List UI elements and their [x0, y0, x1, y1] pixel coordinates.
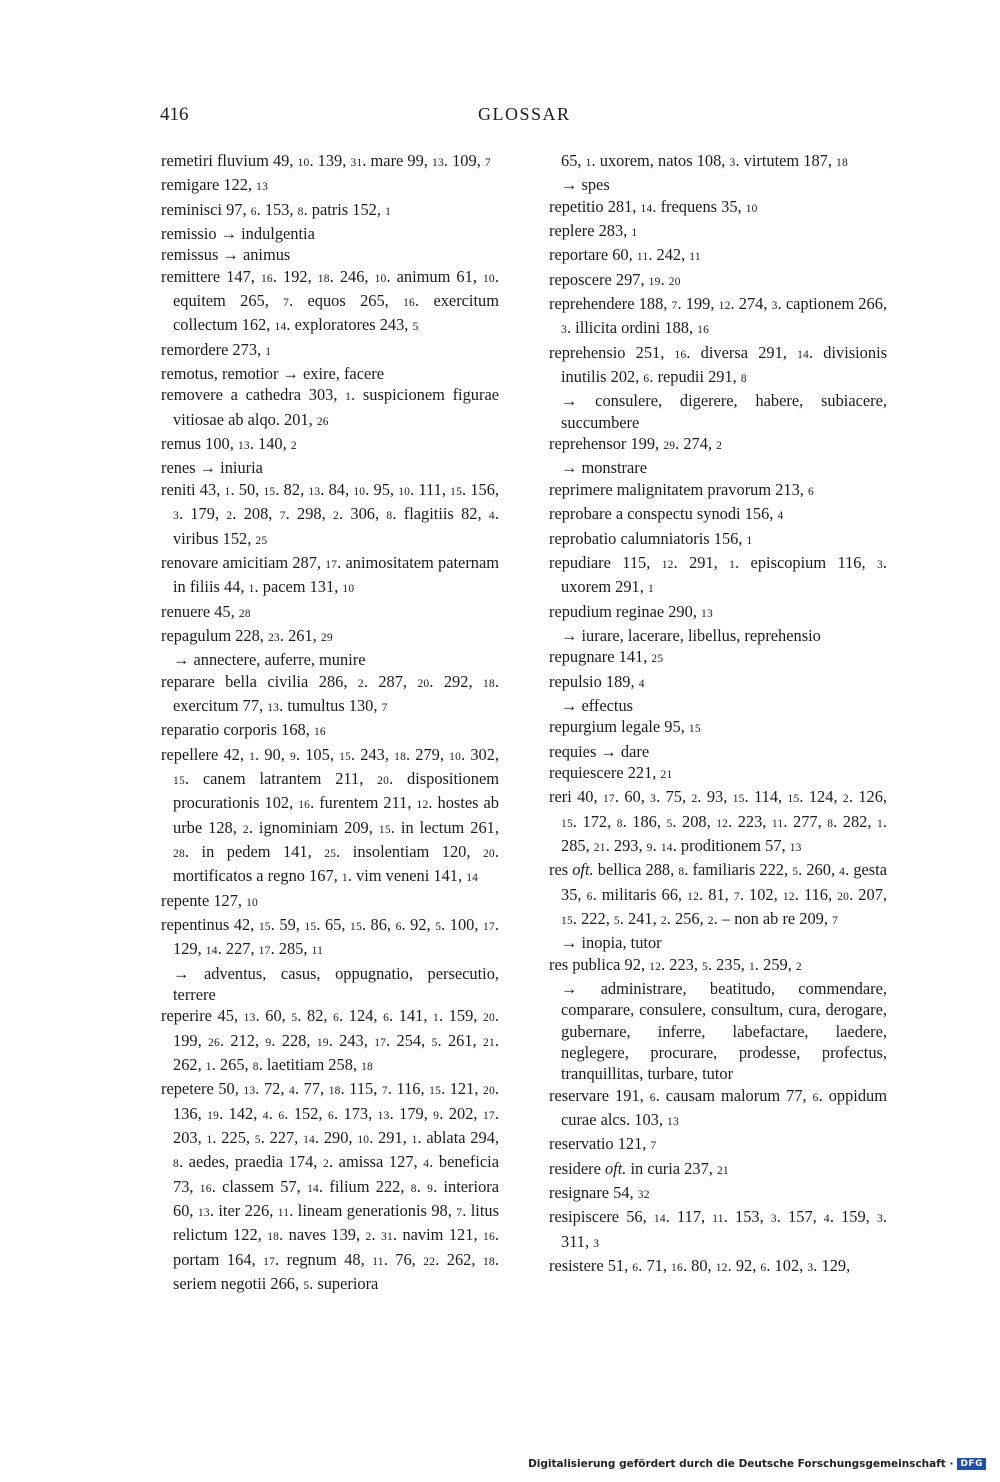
glossary-entry: repentinus 42, 15. 59, 15. 65, 15. 86, 6. 92, 5. 100, 17. 129, 14. 227, 17. 285, 11	[161, 915, 500, 959]
glossary-entry: resistere 51, 6. 71, 16. 80, 12. 92, 6. 102, 3. 129,	[549, 1256, 851, 1276]
glossary-entry: remissio → indulgentia	[161, 224, 315, 244]
dfg-logo: DFG	[957, 1458, 986, 1470]
glossary-entry: repudiare 115, 12. 291, 1. episcopium 116, 3. uxorem 291, 1	[549, 552, 887, 597]
glossary-entry: reperire 45, 13. 60, 5. 82, 6. 124, 6. 141, 1. 159, 20. 199, 26. 212, 9. 228, 19. 243, 17. 254, 5. 261, 21. 262, 1. 265, 8. laetitiam 258, 18	[161, 1006, 500, 1075]
credit-text: Digitalisierung gefördert durch die Deutsche Forschungsgemeinschaft ·	[528, 1458, 954, 1470]
glossary-entry: res oft. bellica 288, 8. familiaris 222, 5. 260, 4. gesta 35, 6. militaris 66, 12. 81, 7. 102, 12. 116, 20. 207, 15. 222, 5. 241, 2. 256, 2. – non ab re 209, 7	[549, 860, 887, 928]
glossary-entry: repugnare 141, 25	[549, 647, 664, 667]
glossary-entry: reservare 191, 6. causam malorum 77, 6. oppidum curae alcs. 103, 13	[549, 1085, 887, 1130]
glossary-entry: repurgium legale 95, 15	[549, 717, 701, 737]
glossary-entry: repellere 42, 1. 90, 9. 105, 15. 243, 18. 279, 10. 302, 15. canem latrantem 211, 20. dispositionem procurationis 102, 16. furentem 211, 12. hostes ab urbe 128, 2. ignominiam 209, 15. in lectum 261, 28. in pedem 141, 25. insolentiam 120, 20. mortificatos a regno 167, 1. vim veneni 141, 14	[161, 744, 500, 886]
glossary-entry-continued: 65, 1. uxorem, natos 108, 3. virtutem 187, 18	[561, 151, 848, 170]
glossary-entry: repetere 50, 13. 72, 4. 77, 18. 115, 7. 116, 15. 121, 20. 136, 19. 142, 4. 6. 152, 6. 173, 13. 179, 9. 202, 17. 203, 1. 225, 5. 227, 14. 290, 10. 291, 1. ablata 294, 8. aedes, praedia 174, 2. amissa 127, 4. beneficia 73, 16. classem 57, 14. filium 222, 8. 9. interiora 60, 13. iter 226, 11. lineam generationis 98, 7. litus relictum 122, 18. naves 139, 2. 31. navim 121, 16. portam 164, 17. regnum 48, 11. 76, 22. 262, 18. seriem negotii 266, 5. superiora	[161, 1079, 500, 1294]
glossary-entry: renuere 45, 28	[161, 601, 251, 621]
glossary-entry: remordere 273, 1	[161, 339, 272, 359]
glossary-entry: repudium reginae 290, 13	[549, 601, 713, 621]
glossary-entry: reniti 43, 1. 50, 15. 82, 13. 84, 10. 95, 10. 111, 15. 156, 3. 179, 2. 208, 7. 298, 2. 306, 8. flagitiis 82, 4. viribus 152, 25	[161, 479, 500, 548]
glossary-entry: repetitio 281, 14. frequens 35, 10	[549, 196, 758, 216]
glossary-entry: reposcere 297, 19. 20	[549, 269, 681, 289]
cross-reference: → annectere, auferre, munire	[173, 650, 366, 670]
cross-reference: → spes	[561, 175, 610, 195]
glossary-entry: replere 283, 1	[549, 221, 638, 241]
glossary-entry: remigare 122, 13	[161, 175, 269, 195]
glossary-entry: resignare 54, 32	[549, 1183, 650, 1203]
glossary-entry: reparare bella civilia 286, 2. 287, 20. 292, 18. exercitum 77, 13. tumultus 130, 7	[161, 671, 499, 715]
digitization-credit	[528, 1458, 986, 1470]
glossary-entry: renes → iniuria	[161, 458, 263, 478]
glossary-entry: remetiri fluvium 49, 10. 139, 31. mare 99, 13. 109, 7	[161, 151, 491, 170]
glossary-entry: reprehensor 199, 29. 274, 2	[549, 434, 723, 454]
glossary-entry: renovare amicitiam 287, 17. animositatem paternam in filiis 44, 1. pacem 131, 10	[161, 552, 500, 597]
cross-reference: → inopia, tutor	[561, 933, 662, 953]
glossary-entry: reri 40, 17. 60, 3. 75, 2. 93, 15. 114, 15. 124, 2. 126, 15. 172, 8. 186, 5. 208, 12. 223, 11. 277, 8. 282, 1. 285, 21. 293, 9. 14. proditionem 57, 13	[549, 787, 887, 855]
glossary-entry: resipiscere 56, 14. 117, 11. 153, 3. 157, 4. 159, 3. 311, 3	[549, 1207, 887, 1251]
glossary-entry: reportare 60, 11. 242, 11	[549, 245, 701, 265]
glossary-entry: remittere 147, 16. 192, 18. 246, 10. animum 61, 10. equitem 265, 7. equos 265, 16. exercitum collectum 162, 14. exploratores 243, 5	[161, 266, 499, 335]
glossary-entry: reservatio 121, 7	[549, 1134, 657, 1154]
cross-reference: → administrare, beatitudo, commendare, comparare, consulere, consultum, cura, derogare, gubernare, inferre, labefactare, laedere, neglegere, procurare, prodesse, profectus, tranquillitas, turbare, tutor	[561, 979, 887, 1084]
glossary-entry: requiescere 221, 21	[549, 762, 673, 782]
glossary-entry: reprobare a conspectu synodi 156, 4	[549, 504, 784, 524]
glossary-entry: reprimere malignitatem pravorum 213, 6	[549, 479, 814, 499]
glossary-entry: res publica 92, 12. 223, 5. 235, 1. 259, 2	[549, 954, 802, 974]
glossary-entry: residere oft. in curia 237, 21	[549, 1158, 729, 1178]
cross-reference: → adventus, casus, oppugnatio, persecutio, terrere	[173, 963, 499, 1005]
glossary-entry: remus 100, 13. 140, 2	[161, 434, 297, 454]
running-title: GLOSSAR	[478, 104, 571, 124]
glossary-entry: reprobatio calumniatoris 156, 1	[549, 528, 753, 548]
glossary-entry: reminisci 97, 6. 153, 8. patris 152, 1	[161, 199, 392, 219]
glossary-entry: requies → dare	[549, 741, 650, 761]
glossary-entry: reprehendere 188, 7. 199, 12. 274, 3. captionem 266, 3. illicita ordini 188, 16	[549, 294, 887, 338]
glossary-entry: reprehensio 251, 16. diversa 291, 14. divisionis inutilis 202, 6. repudii 291, 8	[549, 342, 887, 387]
cross-reference: → iurare, lacerare, libellus, reprehensio	[561, 625, 821, 645]
glossary-entry: repagulum 228, 23. 261, 29	[161, 625, 333, 645]
glossary-entry: remotus, remotior → exire, facere	[161, 364, 384, 384]
page-number: 416	[160, 104, 189, 125]
glossary-entry: removere a cathedra 303, 1. suspicionem figurae vitiosae ab alqo. 201, 26	[161, 385, 499, 429]
glossary-column-right	[549, 150, 887, 1280]
glossary-entry: remissus → animus	[161, 245, 291, 265]
glossary-entry: repulsio 189, 4	[549, 671, 645, 691]
cross-reference: → monstrare	[561, 458, 648, 478]
glossary-entry: reparatio corporis 168, 16	[161, 720, 326, 740]
glossary-column-left	[161, 150, 499, 1298]
cross-reference: → consulere, digerere, habere, subiacere, succumbere	[561, 391, 887, 432]
glossary-entry: repente 127, 10	[161, 890, 259, 910]
cross-reference: → effectus	[561, 695, 634, 715]
